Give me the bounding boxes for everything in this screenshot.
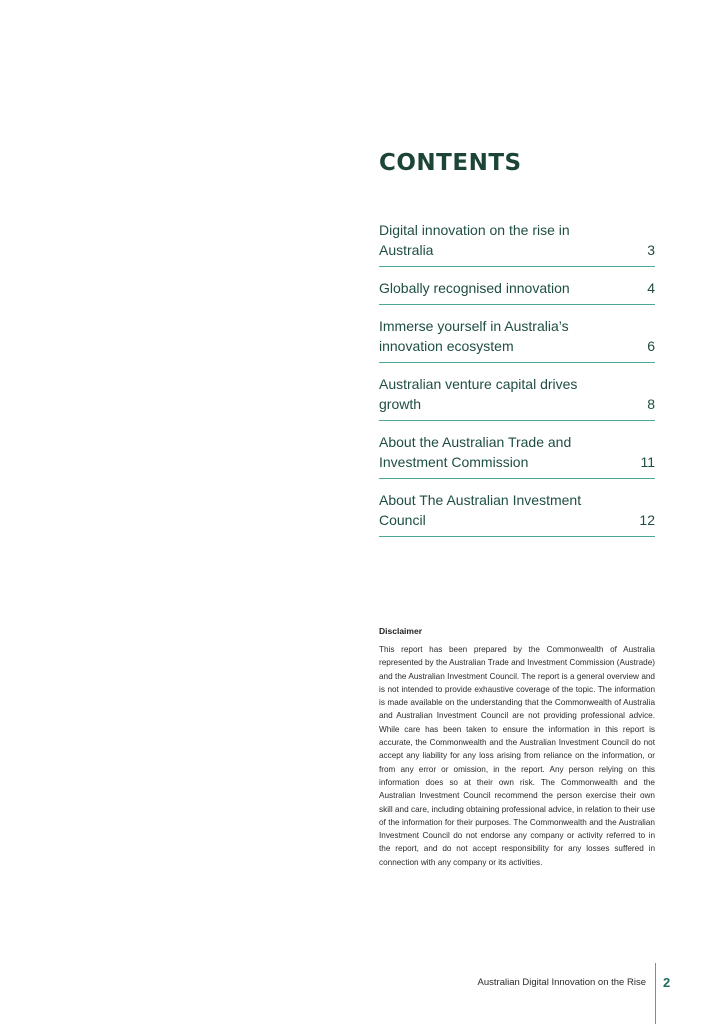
contents-heading: CONTENTS [379,150,522,176]
toc-item[interactable] [379,316,655,363]
disclaimer-title: Disclaimer [379,626,422,636]
toc-item-page: 3 [647,242,655,258]
toc-item[interactable] [379,490,655,537]
toc-item[interactable] [379,220,655,267]
toc-item-title: Immerse yourself in Australia’s innovation ecosystem [379,318,569,354]
toc-item-title: About the Australian Trade and Investment Commission [379,434,572,470]
footer-publication-title: Australian Digital Innovation on the Rise [477,977,646,988]
toc-item[interactable] [379,432,655,479]
disclaimer-text: This report has been prepared by the Commonwealth of Australia represented by the Australian Trade and Investment Commission (Austrade) and the Australian Investment Council. The report is a general overview and is not intended to provide exhaustive coverage of the topic. The information is made available on the understanding that the Commonwealth of Australia and Australian Investment Council are not providing professional advice. While care has been taken to ensure the information in this report is accurate, the Commonwealth and the Australian Investment Council do not accept any liability for any loss arising from reliance on the information, or from any error or omission, in the report. Any person relying on this information does so at their own risk. The Commonwealth and the Australian Investment Council recommend the person exercise their own skill and care, including obtaining professional advice, in relation to their use of the information for their purposes. The Commonwealth and the Australian Investment Council do not endorse any company or activity referred to in the report, and do not accept responsibility for any losses suffered in connection with any company or its activities. [379,645,655,867]
toc-item-page: 12 [639,512,655,528]
toc-item-title: Australian venture capital drives growth [379,376,578,412]
toc-item[interactable] [379,278,655,305]
toc-item-title: About The Australian Investment Council [379,492,582,528]
toc-item[interactable] [379,374,655,421]
footer-page-number: 2 [663,975,671,990]
disclaimer [379,626,655,869]
toc-item-page: 11 [640,454,655,470]
toc-item-page: 8 [647,396,655,412]
toc-item-page: 4 [647,280,655,296]
toc-item-title: Digital innovation on the rise in Australia [379,222,570,258]
toc-item-title: Globally recognised innovation [379,280,570,296]
table-of-contents [379,220,655,548]
toc-item-page: 6 [647,338,655,354]
footer-divider [655,963,656,1024]
